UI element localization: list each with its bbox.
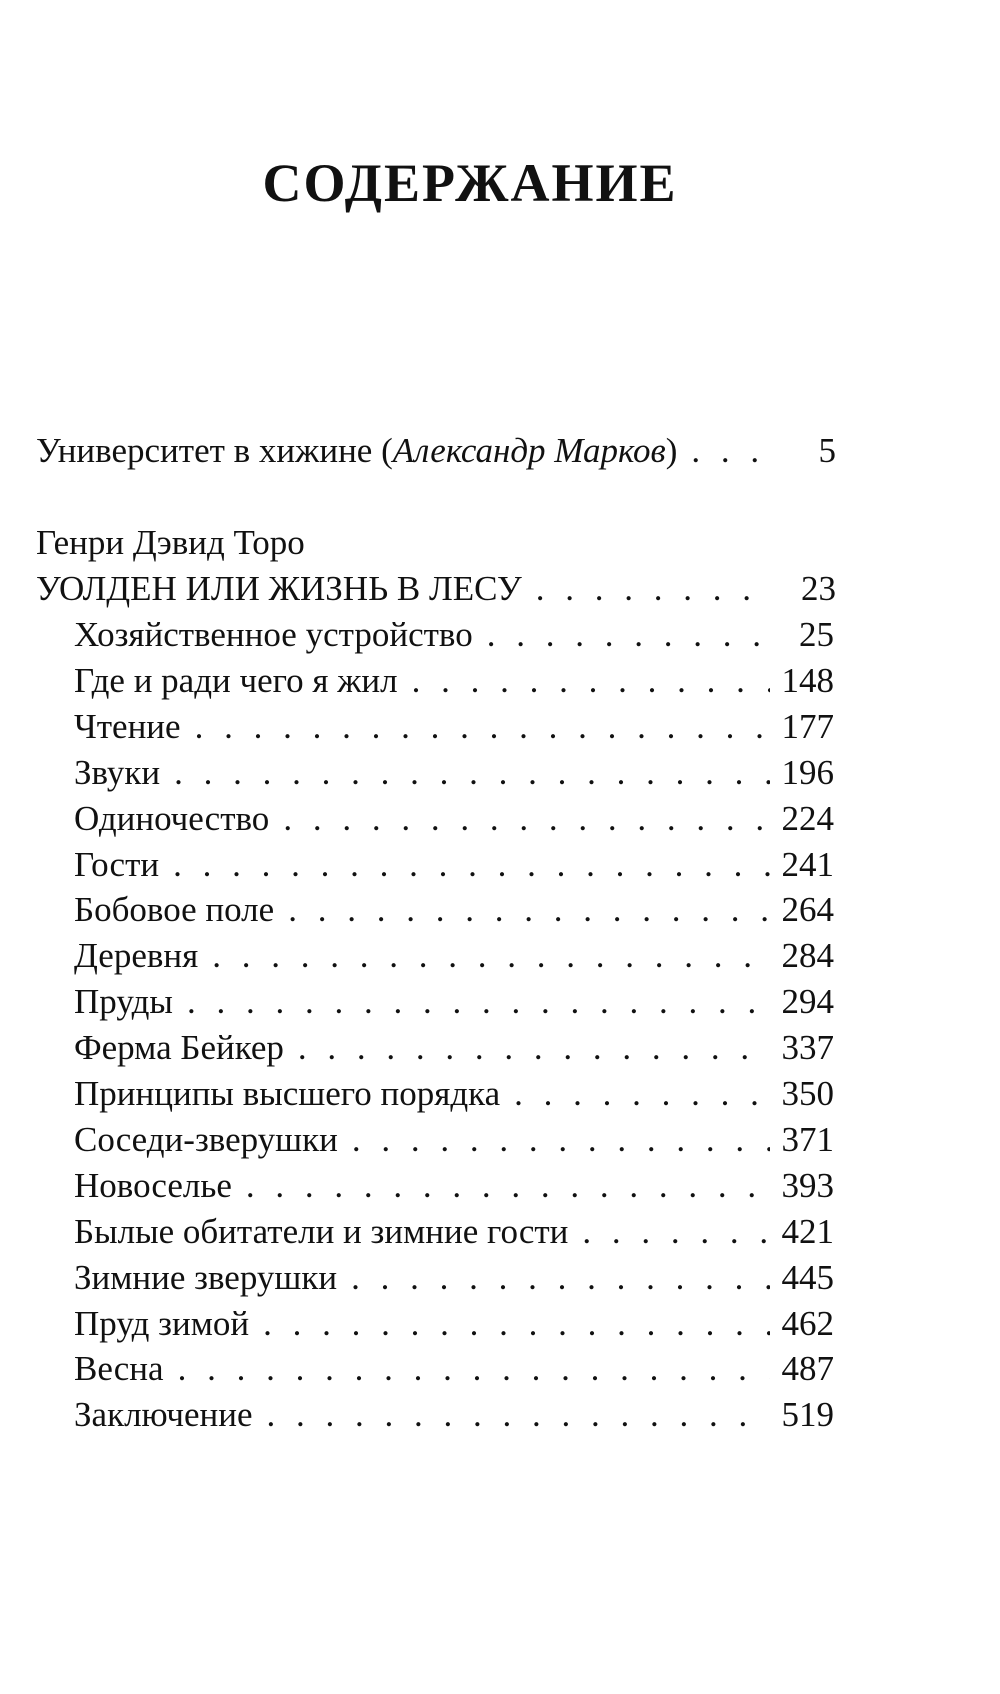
page-title: СОДЕРЖАНИЕ xyxy=(262,153,678,213)
toc-page-number: 5 xyxy=(818,431,836,470)
toc-entry-label: Гости xyxy=(74,844,160,884)
toc-entry-chapter xyxy=(74,1209,834,1255)
toc-entry-chapter xyxy=(74,1025,834,1071)
leader-dots xyxy=(173,842,770,888)
toc-entry-chapter xyxy=(74,704,834,750)
toc-entry-chapter xyxy=(74,979,834,1025)
toc-page-number: 224 xyxy=(781,798,834,838)
toc-page-number: 148 xyxy=(781,660,834,700)
toc-entry-label: Принципы высшего порядка xyxy=(74,1074,501,1113)
leader-dots xyxy=(178,1346,770,1392)
toc-entry-chapter xyxy=(74,1255,834,1301)
toc-entry-chapter xyxy=(74,612,834,658)
toc-page-number: 519 xyxy=(781,1395,834,1435)
toc-entry-label: Ферма Бейкер xyxy=(74,1028,284,1068)
toc-entry-label: Где и ради чего я жил xyxy=(74,660,398,700)
intro-author: Александр Марков xyxy=(392,431,666,470)
toc-page-number: 337 xyxy=(781,1028,834,1068)
toc-page-number: 421 xyxy=(781,1211,834,1251)
toc-page-number: 462 xyxy=(781,1303,834,1343)
toc-page-number: 371 xyxy=(781,1119,834,1159)
toc-page-number: 25 xyxy=(799,615,834,654)
toc-entry-book xyxy=(36,566,836,612)
toc-entry-chapter xyxy=(74,933,834,979)
leader-dots xyxy=(352,1117,770,1163)
toc-entry-label: Соседи-зверушки xyxy=(74,1119,338,1159)
toc-entry-label: Новоселье xyxy=(74,1165,232,1205)
toc-entry-label: Бобовое поле xyxy=(74,890,275,930)
toc-entry-label: Одиночество xyxy=(74,798,270,838)
toc-page-number: 487 xyxy=(781,1349,834,1389)
leader-dots xyxy=(412,658,770,704)
toc-entry-chapter xyxy=(74,1163,834,1209)
leader-dots xyxy=(195,704,770,750)
toc-entry-chapter xyxy=(74,1071,834,1117)
toc-entry-chapter xyxy=(74,1301,834,1347)
toc-page-number: 177 xyxy=(781,706,834,746)
toc-page-number: 241 xyxy=(781,844,834,884)
toc-entry-chapter xyxy=(74,796,834,842)
leader-dots xyxy=(187,979,770,1025)
toc-entry-label: Звуки xyxy=(74,752,161,792)
leader-dots xyxy=(267,1392,771,1438)
toc-page-number: 196 xyxy=(781,752,834,792)
leader-dots xyxy=(212,933,770,979)
toc-entry-label: Заключение xyxy=(74,1395,253,1435)
leader-dots xyxy=(263,1301,770,1347)
toc-entry-label: Пруды xyxy=(74,982,173,1022)
toc-entry-label xyxy=(36,428,677,474)
toc-page-number: 284 xyxy=(781,936,834,976)
toc-entry-intro xyxy=(36,428,836,474)
intro-paren: ) xyxy=(665,431,678,470)
toc-entry-chapter xyxy=(74,842,834,888)
leader-dots xyxy=(691,428,772,474)
toc-page-number: 23 xyxy=(801,569,836,608)
leader-dots xyxy=(514,1071,770,1117)
toc-page-number: 294 xyxy=(781,982,834,1022)
toc-entry-label: Пруд зимой xyxy=(74,1303,250,1343)
leader-dots xyxy=(288,887,770,933)
toc-entry-label: Чтение xyxy=(74,706,181,746)
toc-entry-label: Зимние зверушки xyxy=(74,1257,338,1297)
toc-entry-chapter xyxy=(74,1117,834,1163)
leader-dots xyxy=(174,750,770,796)
toc-entry-label: Весна xyxy=(74,1349,164,1389)
toc-entry-chapter xyxy=(74,1346,834,1392)
leader-dots xyxy=(298,1025,770,1071)
toc-entry-chapter xyxy=(74,658,834,704)
toc-entry-chapter xyxy=(74,1392,834,1438)
toc-page-number: 264 xyxy=(781,890,834,930)
toc-page-number: 445 xyxy=(781,1257,834,1297)
leader-dots xyxy=(536,566,772,612)
toc-entry-chapter xyxy=(74,887,834,933)
leader-dots xyxy=(246,1163,770,1209)
intro-title: Университет в хижине ( xyxy=(36,431,393,470)
toc-page-number: 350 xyxy=(781,1074,834,1113)
toc-entry-label: Былые обитатели и зимние гости xyxy=(74,1211,569,1251)
book-author: Генри Дэвид Торо xyxy=(36,523,305,562)
toc-page-number: 393 xyxy=(781,1165,834,1205)
leader-dots xyxy=(283,796,770,842)
toc-entry-chapter xyxy=(74,750,834,796)
leader-dots xyxy=(351,1255,770,1301)
leader-dots xyxy=(582,1209,770,1255)
leader-dots xyxy=(487,612,770,658)
toc-entry-label: УОЛДЕН ИЛИ ЖИЗНЬ В ЛЕСУ xyxy=(36,569,522,608)
toc-entry-label: Хозяйственное устройство xyxy=(74,615,473,654)
toc-entry-label: Деревня xyxy=(74,936,199,976)
